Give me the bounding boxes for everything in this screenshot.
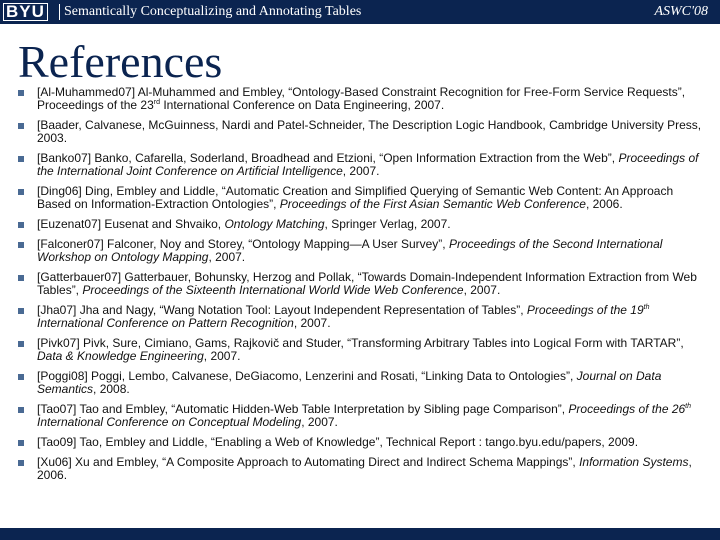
reference-text: [Gatterbauer07] Gatterbauer, Bohunsky, Herzog and Pollak, “Towards Domain-Independent Information Extraction from Web Tables”,	[37, 270, 697, 297]
reference-text: [Pivk07] Pivk, Sure, Cimiano, Gams, Rajkovič and Studer, “Transforming Arbitrary Tables into Logical Form with TARTAR”,	[37, 336, 684, 350]
reference-item	[18, 271, 708, 297]
reference-text: International Conference on Pattern Recognition	[37, 316, 294, 330]
reference-text: Information Systems	[579, 455, 689, 469]
reference-text: Ontology Matching	[224, 217, 325, 231]
reference-text: [Euzenat07] Eusenat and Shvaiko,	[37, 217, 225, 231]
bullet-icon	[18, 407, 24, 413]
bullet-icon	[18, 341, 24, 347]
reference-item	[18, 436, 708, 449]
reference-item	[18, 337, 708, 363]
reference-text: , 2007.	[208, 250, 246, 264]
bullet-icon	[18, 123, 24, 129]
bullet-icon	[18, 275, 24, 281]
reference-text: Proceedings of the International Joint Conference on Artificial Intelligence	[37, 151, 699, 178]
footer-bar	[0, 528, 720, 540]
reference-text: , 2007.	[203, 349, 241, 363]
reference-text: , Springer Verlag, 2007.	[324, 217, 451, 231]
reference-text: , 2007.	[463, 283, 501, 297]
reference-list	[18, 86, 708, 489]
reference-text: Proceedings of the 19	[526, 303, 644, 317]
reference-text: Proceedings of the 26	[568, 402, 686, 416]
presentation-title: Semantically Conceptualizing and Annotating Tables	[64, 4, 362, 19]
reference-text: [Al-Muhammed07] Al-Muhammed and Embley, “Ontology-Based Constraint Recognition for Free-Form Service Requests”, Proceedings of the 23	[37, 85, 686, 112]
bullet-icon	[18, 90, 24, 96]
reference-item	[18, 238, 708, 264]
bullet-icon	[18, 374, 24, 380]
reference-text: [Poggi08] Poggi, Lembo, Calvanese, DeGiacomo, Lenzerini and Rosati, “Linking Data to Ontologies”,	[37, 369, 577, 383]
reference-text: [Tao09] Tao, Embley and Liddle, “Enabling a Web of Knowledge”, Technical Report : tango.byu.edu/papers, 2009.	[37, 435, 639, 449]
bullet-icon	[18, 156, 24, 162]
reference-text: [Jha07] Jha and Nagy, “Wang Notation Tool: Layout Independent Representation of Tables”,	[37, 303, 527, 317]
reference-item	[18, 218, 708, 231]
reference-item	[18, 86, 708, 112]
reference-text: th	[685, 403, 692, 410]
slide-heading: References	[18, 36, 223, 87]
bullet-icon	[18, 222, 24, 228]
bullet-icon	[18, 308, 24, 314]
header-bar	[0, 0, 720, 24]
reference-text: Journal on Data Semantics	[37, 369, 662, 396]
reference-item	[18, 185, 708, 211]
reference-item	[18, 370, 708, 396]
reference-text: International Conference on Conceptual Modeling	[37, 415, 302, 429]
reference-text: , 2006.	[585, 197, 623, 211]
reference-item	[18, 304, 708, 330]
logo-box: BYU	[3, 3, 48, 21]
reference-text: , 2006.	[37, 455, 692, 482]
reference-text: [Banko07] Banko, Cafarella, Soderland, Broadhead and Etzioni, “Open Information Extraction from the Web”,	[37, 151, 619, 165]
reference-text: Proceedings of the First Asian Semantic Web Conference	[279, 197, 586, 211]
header-divider	[59, 4, 60, 20]
reference-text: International Conference on Data Engineering, 2007.	[159, 98, 445, 112]
bullet-icon	[18, 460, 24, 466]
byu-logo	[3, 3, 48, 21]
reference-text: rd	[153, 99, 160, 106]
reference-item	[18, 152, 708, 178]
reference-text: Proceedings of the Sixteenth International World Wide Web Conference	[82, 283, 464, 297]
reference-text: , 2007.	[301, 415, 338, 429]
reference-item	[18, 456, 708, 482]
reference-text: [Ding06] Ding, Embley and Liddle, “Automatic Creation and Simplified Querying of Semantic Web Content: An Approach Based on Information-Extraction Ontologies”,	[37, 184, 674, 211]
reference-item	[18, 403, 708, 429]
conference-label: ASWC'08	[654, 4, 708, 19]
bullet-icon	[18, 189, 24, 195]
reference-text: , 2007.	[342, 164, 380, 178]
reference-text: [Falconer07] Falconer, Noy and Storey, “Ontology Mapping—A User Survey”,	[37, 237, 449, 251]
reference-text: Data & Knowledge Engineering	[37, 349, 204, 363]
bullet-icon	[18, 440, 24, 446]
reference-text: [Xu06] Xu and Embley, “A Composite Approach to Automating Direct and Indirect Schema Mappings”,	[37, 455, 580, 469]
reference-text: th	[643, 304, 650, 311]
reference-text: , 2008.	[93, 382, 130, 396]
reference-item	[18, 119, 708, 145]
reference-text: [Tao07] Tao and Embley, “Automatic Hidden-Web Table Interpretation by Sibling page Comparison”,	[37, 402, 569, 416]
reference-text: [Baader, Calvanese, McGuinness, Nardi and Patel-Schneider, The Description Logic Handbook, Cambridge University Press, 2003.	[37, 118, 702, 145]
bullet-icon	[18, 242, 24, 248]
reference-text: , 2007.	[293, 316, 331, 330]
reference-text: Proceedings of the Second International Workshop on Ontology Mapping	[37, 237, 663, 264]
